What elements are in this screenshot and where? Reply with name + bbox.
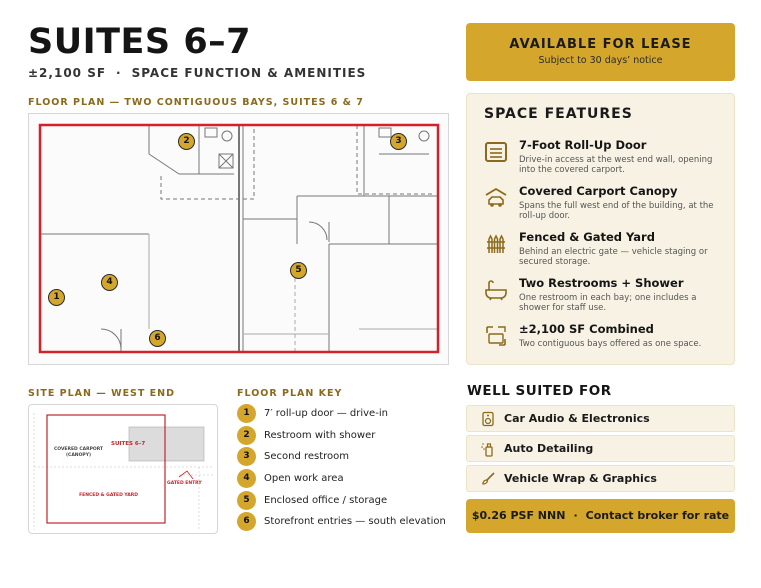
feature-title: 7-Foot Roll-Up Door [519,138,647,152]
use-label: Car Audio & Electronics [504,412,650,425]
key-number: 1 [237,404,256,423]
well-suited-title: WELL SUITED FOR [467,383,612,399]
marker-4: 4 [101,274,118,291]
key-item [237,468,452,490]
key-number: 6 [237,512,256,531]
use-item-vehicle-wrap [466,465,735,492]
key-list [237,403,452,533]
feature-title: ±2,100 SF Combined [519,322,654,336]
marker-5: 5 [290,262,307,279]
site-plan-drawing [29,405,218,534]
feature-title: Two Restrooms + Shower [519,276,684,290]
feature-item [484,138,724,178]
lease-banner [466,23,735,81]
floor-plan [28,113,449,365]
use-label: Auto Detailing [504,442,594,455]
feature-item [484,230,724,270]
yard-label: FENCED & GATED YARD [79,493,138,498]
key-item [237,489,452,511]
lease-subtitle: Subject to 30 days’ notice [538,55,663,66]
separator-dot: · [116,66,122,80]
key-number: 4 [237,469,256,488]
subtitle-text: SPACE FUNCTION & AMENITIES [131,66,367,80]
key-text: Storefront entries — south elevation [264,516,446,528]
price-separator: · [573,509,578,522]
gate-label: GATED ENTRY [167,481,202,486]
marker-6: 6 [149,330,166,347]
brush-icon [480,471,496,487]
carport-sub-text: (CANOPY) [65,453,92,458]
feature-item [484,322,724,358]
suites-badge: SUITES 6–7 [111,441,146,447]
price-cta: Contact broker for rate [585,509,730,522]
marker-2: 2 [178,133,195,150]
key-item [237,425,452,447]
key-item [237,403,452,425]
feature-desc: Behind an electric gate — vehicle staging or secured storage. [519,247,708,267]
key-item [237,446,452,468]
use-label: Vehicle Wrap & Graphics [504,472,657,485]
carport-icon [484,186,508,210]
feature-item [484,184,724,224]
fence-icon [484,232,508,256]
floor-plan-drawing [29,114,450,366]
key-text: Restroom with shower [264,429,376,441]
features-title: SPACE FEATURES [484,106,633,122]
use-item-car-audio [466,405,735,432]
carport-label-text: COVERED CARPORT [53,447,104,452]
key-item [237,511,452,533]
expand-icon [484,324,508,348]
key-text: Enclosed office / storage [264,494,388,506]
garage-door-icon [484,140,508,164]
bathtub-icon [484,278,508,302]
price-rate: $0.26 PSF NNN [471,509,566,522]
size-text: ±2,100 SF [28,66,107,80]
key-number: 2 [237,426,256,445]
marker-1: 1 [48,289,65,306]
key-text: Open work area [264,473,344,485]
key-text: 7′ roll-up door — drive-in [264,408,388,420]
key-text: Second restroom [264,451,350,463]
spray-icon [480,441,496,457]
use-item-auto-detailing [466,435,735,462]
page-subtitle [28,66,366,80]
feature-desc: Spans the full west end of the building, at the roll-up door. [519,201,714,221]
site-plan [28,404,218,534]
marker-3: 3 [390,133,407,150]
feature-desc: Drive-in access at the west end wall, opening into the covered carport. [519,155,713,175]
page-title: SUITES 6–7 [28,22,252,62]
feature-title: Fenced & Gated Yard [519,230,655,244]
features-panel [466,93,735,365]
feature-desc: Two contiguous bays offered as one space. [519,339,702,349]
lease-title: AVAILABLE FOR LEASE [509,37,692,52]
key-label: FLOOR PLAN KEY [237,388,343,399]
price-bar [466,499,735,533]
feature-desc: One restroom in each bay; one includes a shower for staff use. [519,293,697,313]
feature-item [484,276,724,316]
floor-plan-label: FLOOR PLAN — TWO CONTIGUOUS BAYS, SUITES 6 & 7 [28,97,364,108]
speaker-icon [480,411,496,427]
key-number: 5 [237,491,256,510]
feature-title: Covered Carport Canopy [519,184,678,198]
carport-label [51,447,106,459]
site-plan-label: SITE PLAN — WEST END [28,388,176,399]
key-number: 3 [237,447,256,466]
